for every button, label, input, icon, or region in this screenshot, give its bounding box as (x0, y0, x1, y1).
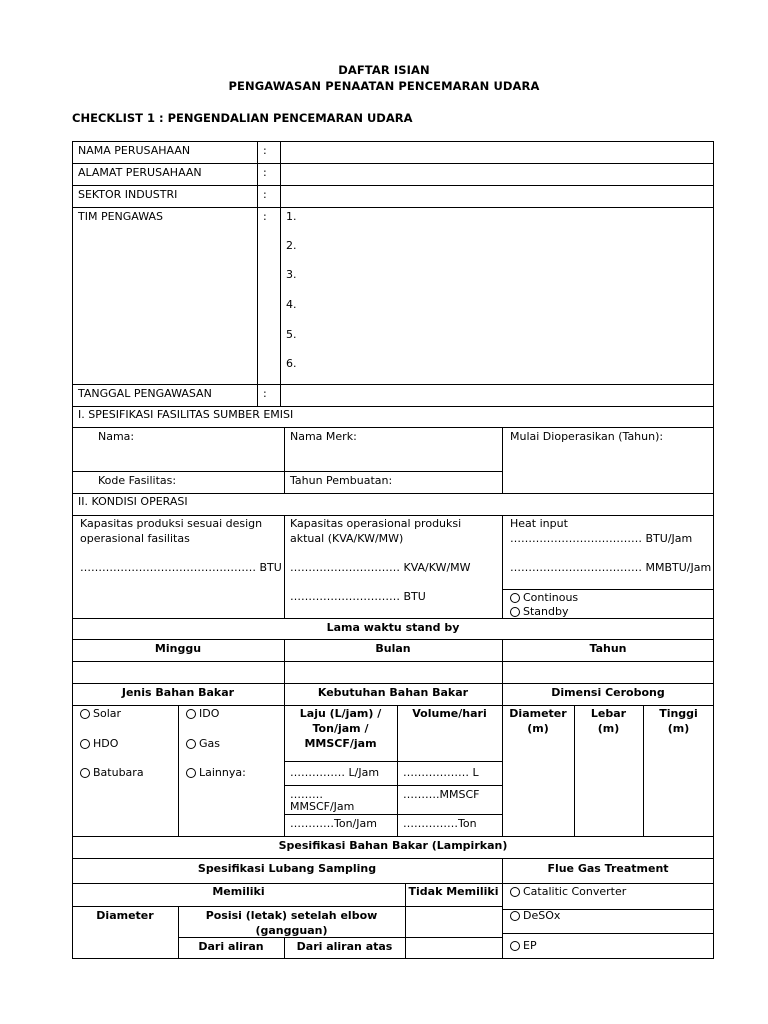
label-laju: Ton/jam / (312, 722, 369, 735)
label-tinggi-m: (m) (667, 722, 690, 735)
radio-icon (80, 739, 90, 749)
option-label: Solar (93, 707, 122, 720)
option-standby[interactable] (510, 604, 568, 619)
label-kapasitas-produksi: Kapasitas produksi sesuai design (80, 517, 263, 530)
colon: : (263, 387, 267, 400)
option-desox[interactable] (510, 908, 560, 923)
rule (284, 785, 502, 786)
rule (72, 185, 714, 186)
option-label: IDO (199, 707, 220, 720)
option-label: Catalitic Converter (523, 885, 627, 898)
option-lainnya[interactable] (186, 765, 246, 780)
option-ep[interactable] (510, 938, 537, 953)
rule (72, 141, 714, 142)
doc-title-line2: PENGAWASAN PENAATAN PENCEMARAN UDARA (228, 79, 540, 93)
radio-icon (80, 709, 90, 719)
rule (72, 836, 714, 837)
label-lubang-sampling: Spesifikasi Lubang Sampling (197, 862, 377, 875)
option-ido[interactable] (186, 706, 219, 721)
checklist-heading: CHECKLIST 1 : PENGENDALIAN PENCEMARAN UDARA (72, 111, 413, 125)
rule (72, 906, 502, 907)
rule (257, 141, 258, 406)
tim-number: 6. (286, 357, 297, 370)
label-flue-gas: Flue Gas Treatment (547, 862, 669, 875)
blank-kva: ………………………… KVA/KW/MW (290, 561, 471, 574)
rule (72, 639, 714, 640)
label-tahun-pembuatan: Tahun Pembuatan: (290, 474, 393, 487)
rule (72, 141, 73, 959)
blank-l-jam: …………… L/Jam (290, 766, 380, 779)
blank-ton-jam: …………Ton/Jam (290, 817, 377, 830)
blank-ton: ……………Ton (403, 817, 477, 830)
label-kode-fasilitas: Kode Fasilitas: (98, 474, 177, 487)
label-laju: Laju (L/jam) / (299, 707, 382, 720)
rule (284, 427, 285, 493)
rule (72, 207, 714, 208)
rule (72, 618, 714, 619)
option-hdo[interactable] (80, 736, 118, 751)
colon: : (263, 188, 267, 201)
radio-icon (510, 593, 520, 603)
option-label: Standby (523, 605, 569, 618)
option-label: HDO (93, 737, 119, 750)
label-lama-waktu-standby: Lama waktu stand by (326, 621, 460, 634)
radio-icon (510, 887, 520, 897)
radio-icon (510, 941, 520, 951)
label-mmscf-jam: MMSCF/Jam (290, 800, 355, 813)
blank-mmbtu-jam: ……………………………… MMBTU/Jam (510, 561, 712, 574)
tim-number: 1. (286, 210, 297, 223)
tim-number: 2. (286, 239, 297, 252)
label-tidak-memiliki: Tidak Memiliki (408, 885, 499, 898)
rule (284, 814, 502, 815)
tim-number: 4. (286, 298, 297, 311)
rule (502, 933, 714, 934)
label-diameter: Diameter (96, 909, 154, 922)
label-spesifikasi-lampiran: Spesifikasi Bahan Bakar (Lampirkan) (278, 839, 508, 852)
section-1-title: I. SPESIFIKASI FASILITAS SUMBER EMISI (78, 408, 294, 421)
colon: : (263, 166, 267, 179)
option-label: Gas (199, 737, 220, 750)
label-bulan: Bulan (375, 642, 411, 655)
rule (284, 761, 502, 762)
label-kapasitas-operasional: Kapasitas operasional produksi (290, 517, 462, 530)
rule (280, 141, 281, 406)
option-catalitic-converter[interactable] (510, 884, 626, 899)
rule (502, 427, 503, 493)
radio-icon (510, 607, 520, 617)
tim-number: 5. (286, 328, 297, 341)
rule (72, 163, 714, 164)
radio-icon (186, 768, 196, 778)
blank-btu-jam: ……………………………… BTU/Jam (510, 532, 693, 545)
option-gas[interactable] (186, 736, 220, 751)
label-tinggi-m: Tinggi (659, 707, 698, 720)
label-dari-aliran-atas: Dari aliran atas (296, 940, 393, 953)
label-nama-merk: Nama Merk: (290, 430, 357, 443)
checklist-form-table (72, 141, 714, 959)
doc-title-line1: DAFTAR ISIAN (338, 63, 430, 77)
radio-icon (186, 709, 196, 719)
option-batubara[interactable] (80, 765, 144, 780)
label-kapasitas-produksi: operasional fasilitas (80, 532, 190, 545)
rule (72, 958, 714, 959)
label-volume-hari: Volume/hari (412, 707, 487, 720)
label-nama: Nama: (98, 430, 135, 443)
label-dimensi-cerobong: Dimensi Cerobong (551, 686, 665, 699)
rule (502, 515, 503, 618)
label-tanggal-pengawasan: TANGGAL PENGAWASAN (78, 387, 212, 400)
label-diameter-m: (m) (527, 722, 549, 735)
rule (72, 384, 714, 385)
rule (178, 705, 179, 836)
rule (72, 661, 714, 662)
label-tahun: Tahun (589, 642, 627, 655)
option-label: Lainnya: (199, 766, 246, 779)
blank-mmscf-jam: ……… (290, 788, 323, 801)
label-lebar-m: (m) (597, 722, 620, 735)
label-nama-perusahaan: NAMA PERUSAHAAN (78, 144, 191, 157)
option-label: DeSOx (523, 909, 561, 922)
option-continous[interactable] (510, 590, 578, 605)
blank-l: ……………… L (403, 766, 479, 779)
radio-icon (80, 768, 90, 778)
radio-icon (510, 911, 520, 921)
label-memiliki: Memiliki (212, 885, 265, 898)
option-solar[interactable] (80, 706, 121, 721)
label-jenis-bahan-bakar: Jenis Bahan Bakar (121, 686, 235, 699)
blank-btu: ………………………… BTU (290, 590, 426, 603)
rule (397, 705, 398, 836)
label-lebar-m: Lebar (590, 707, 627, 720)
rule (713, 141, 714, 959)
radio-icon (186, 739, 196, 749)
label-diameter-m: Diameter (509, 707, 567, 720)
label-kebutuhan-bahan-bakar: Kebutuhan Bahan Bakar (317, 686, 469, 699)
option-label: EP (523, 939, 537, 952)
label-minggu: Minggu (154, 642, 202, 655)
colon: : (263, 144, 267, 157)
label-alamat-perusahaan: ALAMAT PERUSAHAAN (78, 166, 202, 179)
rule (72, 427, 714, 428)
label-mulai-dioperasikan: Mulai Dioperasikan (Tahun): (510, 430, 664, 443)
blank-mmscf: ……….MMSCF (403, 788, 480, 801)
label-sektor-industri: SEKTOR INDUSTRI (78, 188, 178, 201)
rule (284, 515, 285, 618)
colon: : (263, 210, 267, 223)
label-dari-aliran: Dari aliran (198, 940, 264, 953)
section-2-title: II. KONDISI OPERASI (78, 495, 188, 508)
rule (72, 683, 714, 684)
label-kapasitas-operasional: aktual (KVA/KW/MW) (290, 532, 404, 545)
label-laju: MMSCF/jam (304, 737, 377, 750)
option-label: Batubara (93, 766, 144, 779)
option-label: Continous (523, 591, 579, 604)
tim-number: 3. (286, 268, 297, 281)
rule (72, 858, 714, 859)
label-posisi: Posisi (letak) setelah elbow (gangguan) (205, 909, 378, 937)
rule (72, 471, 502, 472)
label-tim-pengawas: TIM PENGAWAS (78, 210, 163, 223)
blank-btu: ………………………………………… BTU (80, 561, 282, 574)
label-heat-input: Heat input (510, 517, 568, 530)
